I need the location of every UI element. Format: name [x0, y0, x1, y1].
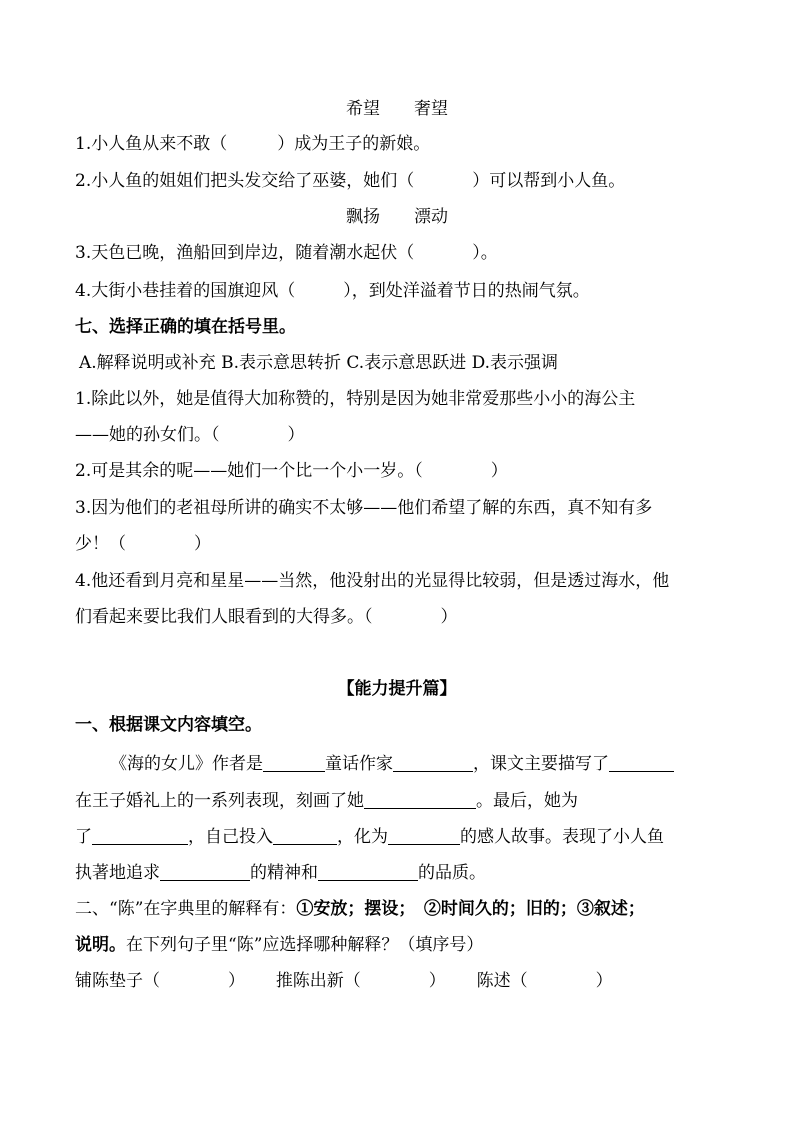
ability-q1-title: 一、根据课文内容填空。 [75, 715, 262, 735]
question-1 [75, 133, 430, 155]
question-2-text-after: ）可以帮到小人鱼。 [472, 171, 626, 191]
fill-blank-5[interactable] [92, 826, 188, 845]
word-pair-1: 希望 奢望 [346, 99, 448, 119]
fill-4-text-a: 执著地追求 [75, 863, 160, 883]
ability-q2-definitions: ①安放；摆设； ②时间久的；旧的；③叙述； [296, 899, 645, 919]
fill-line-2 [75, 790, 578, 812]
question-1-text-before: 1.小人鱼从来不敢（ [75, 134, 228, 154]
fill-line-3 [75, 826, 664, 848]
question-3-text-after: ）。 [472, 243, 498, 263]
fill-3-text-a: 了 [75, 827, 92, 847]
ability-q2-title-line-1 [75, 898, 645, 920]
ability-heading: 【能力提升篇】 [337, 679, 457, 699]
fill-3-text-b: ，自己投入 [188, 827, 273, 847]
fill-blank-8[interactable] [160, 862, 250, 881]
word-pair-2: 飘扬 漂动 [346, 207, 448, 227]
word-meaning-3: 陈述（ ） [476, 971, 613, 991]
ability-q2-definitions-end: 说明。 [75, 935, 126, 955]
sentence-2: 2.可是其余的呢——她们一个比一个小一岁。（ ） [75, 461, 508, 481]
sentence-3-line-1: 3.因为他们的老祖母所讲的确实不太够——他们希望了解的东西，真不知有多 [75, 498, 653, 518]
sentence-4-line-2: 们看起来要比我们人眼看到的大得多。（ ） [75, 607, 458, 627]
fill-2-text-a: 在王子婚礼上的一系列表现，刻画了她 [75, 791, 364, 811]
question-2 [75, 170, 625, 192]
word-meaning-1: 铺陈垫子（ ） [75, 971, 245, 991]
fill-blank-4[interactable] [364, 790, 476, 809]
question-3 [75, 242, 498, 264]
fill-blank-2[interactable] [393, 753, 473, 772]
word-meaning-row [75, 970, 613, 992]
ability-q2-title-lead: 二、“陈”在字典里的解释有： [75, 899, 297, 919]
sentence-1-line-1: 1.除此以外，她是值得大加称赞的，特别是因为她非常爱那些小小的海公主 [75, 389, 636, 409]
fill-3-text-d: 的感人故事。表现了小人鱼 [460, 827, 664, 847]
section-7-title: 七、选择正确的填在括号里。 [75, 317, 296, 337]
sentence-1-line-2: ——她的孙女们。（ ） [75, 425, 305, 445]
fill-blank-3[interactable] [609, 753, 674, 772]
fill-line-1 [110, 753, 674, 775]
fill-blank-6[interactable] [273, 826, 337, 845]
fill-4-text-b: 的精神和 [250, 863, 318, 883]
fill-1-text-a: 《海的女儿》作者是 [110, 754, 263, 774]
ability-q2-title-line-2 [75, 934, 483, 956]
question-3-text-before: 3.天色已晚，渔船回到岸边，随着潮水起伏（ [75, 243, 415, 263]
question-4 [75, 280, 590, 302]
question-4-text-after: ），到处洋溢着节日的热闹气氛。 [343, 281, 590, 301]
dash-options: A.解释说明或补充 B.表示意思转折 C.表示意思跃进 D.表示强调 [79, 353, 559, 373]
fill-1-text-c: ，课文主要描写了 [473, 754, 609, 774]
question-4-text-before: 4.大街小巷挂着的国旗迎风（ [75, 281, 296, 301]
question-1-text-after: ）成为王子的新娘。 [277, 134, 431, 154]
fill-blank-1[interactable] [263, 753, 325, 772]
fill-4-text-c: 的品质。 [418, 863, 486, 883]
ability-q2-instruction: 在下列句子里“陈”应选择哪种解释？（填序号） [126, 935, 484, 955]
word-meaning-2: 推陈出新（ ） [275, 971, 446, 991]
fill-line-4 [75, 862, 486, 884]
fill-blank-7[interactable] [388, 826, 460, 845]
fill-3-text-c: ，化为 [337, 827, 388, 847]
fill-blank-9[interactable] [318, 862, 418, 881]
question-2-text-before: 2.小人鱼的姐姐们把头发交给了巫婆，她们（ [75, 171, 415, 191]
fill-1-text-b: 童话作家 [325, 754, 393, 774]
sentence-4-line-1: 4.他还看到月亮和星星——当然，他没射出的光显得比较弱，但是透过海水，他 [75, 571, 670, 591]
fill-2-text-b: 。最后，她为 [476, 791, 578, 811]
sentence-3-line-2: 少！（ ） [75, 534, 211, 554]
